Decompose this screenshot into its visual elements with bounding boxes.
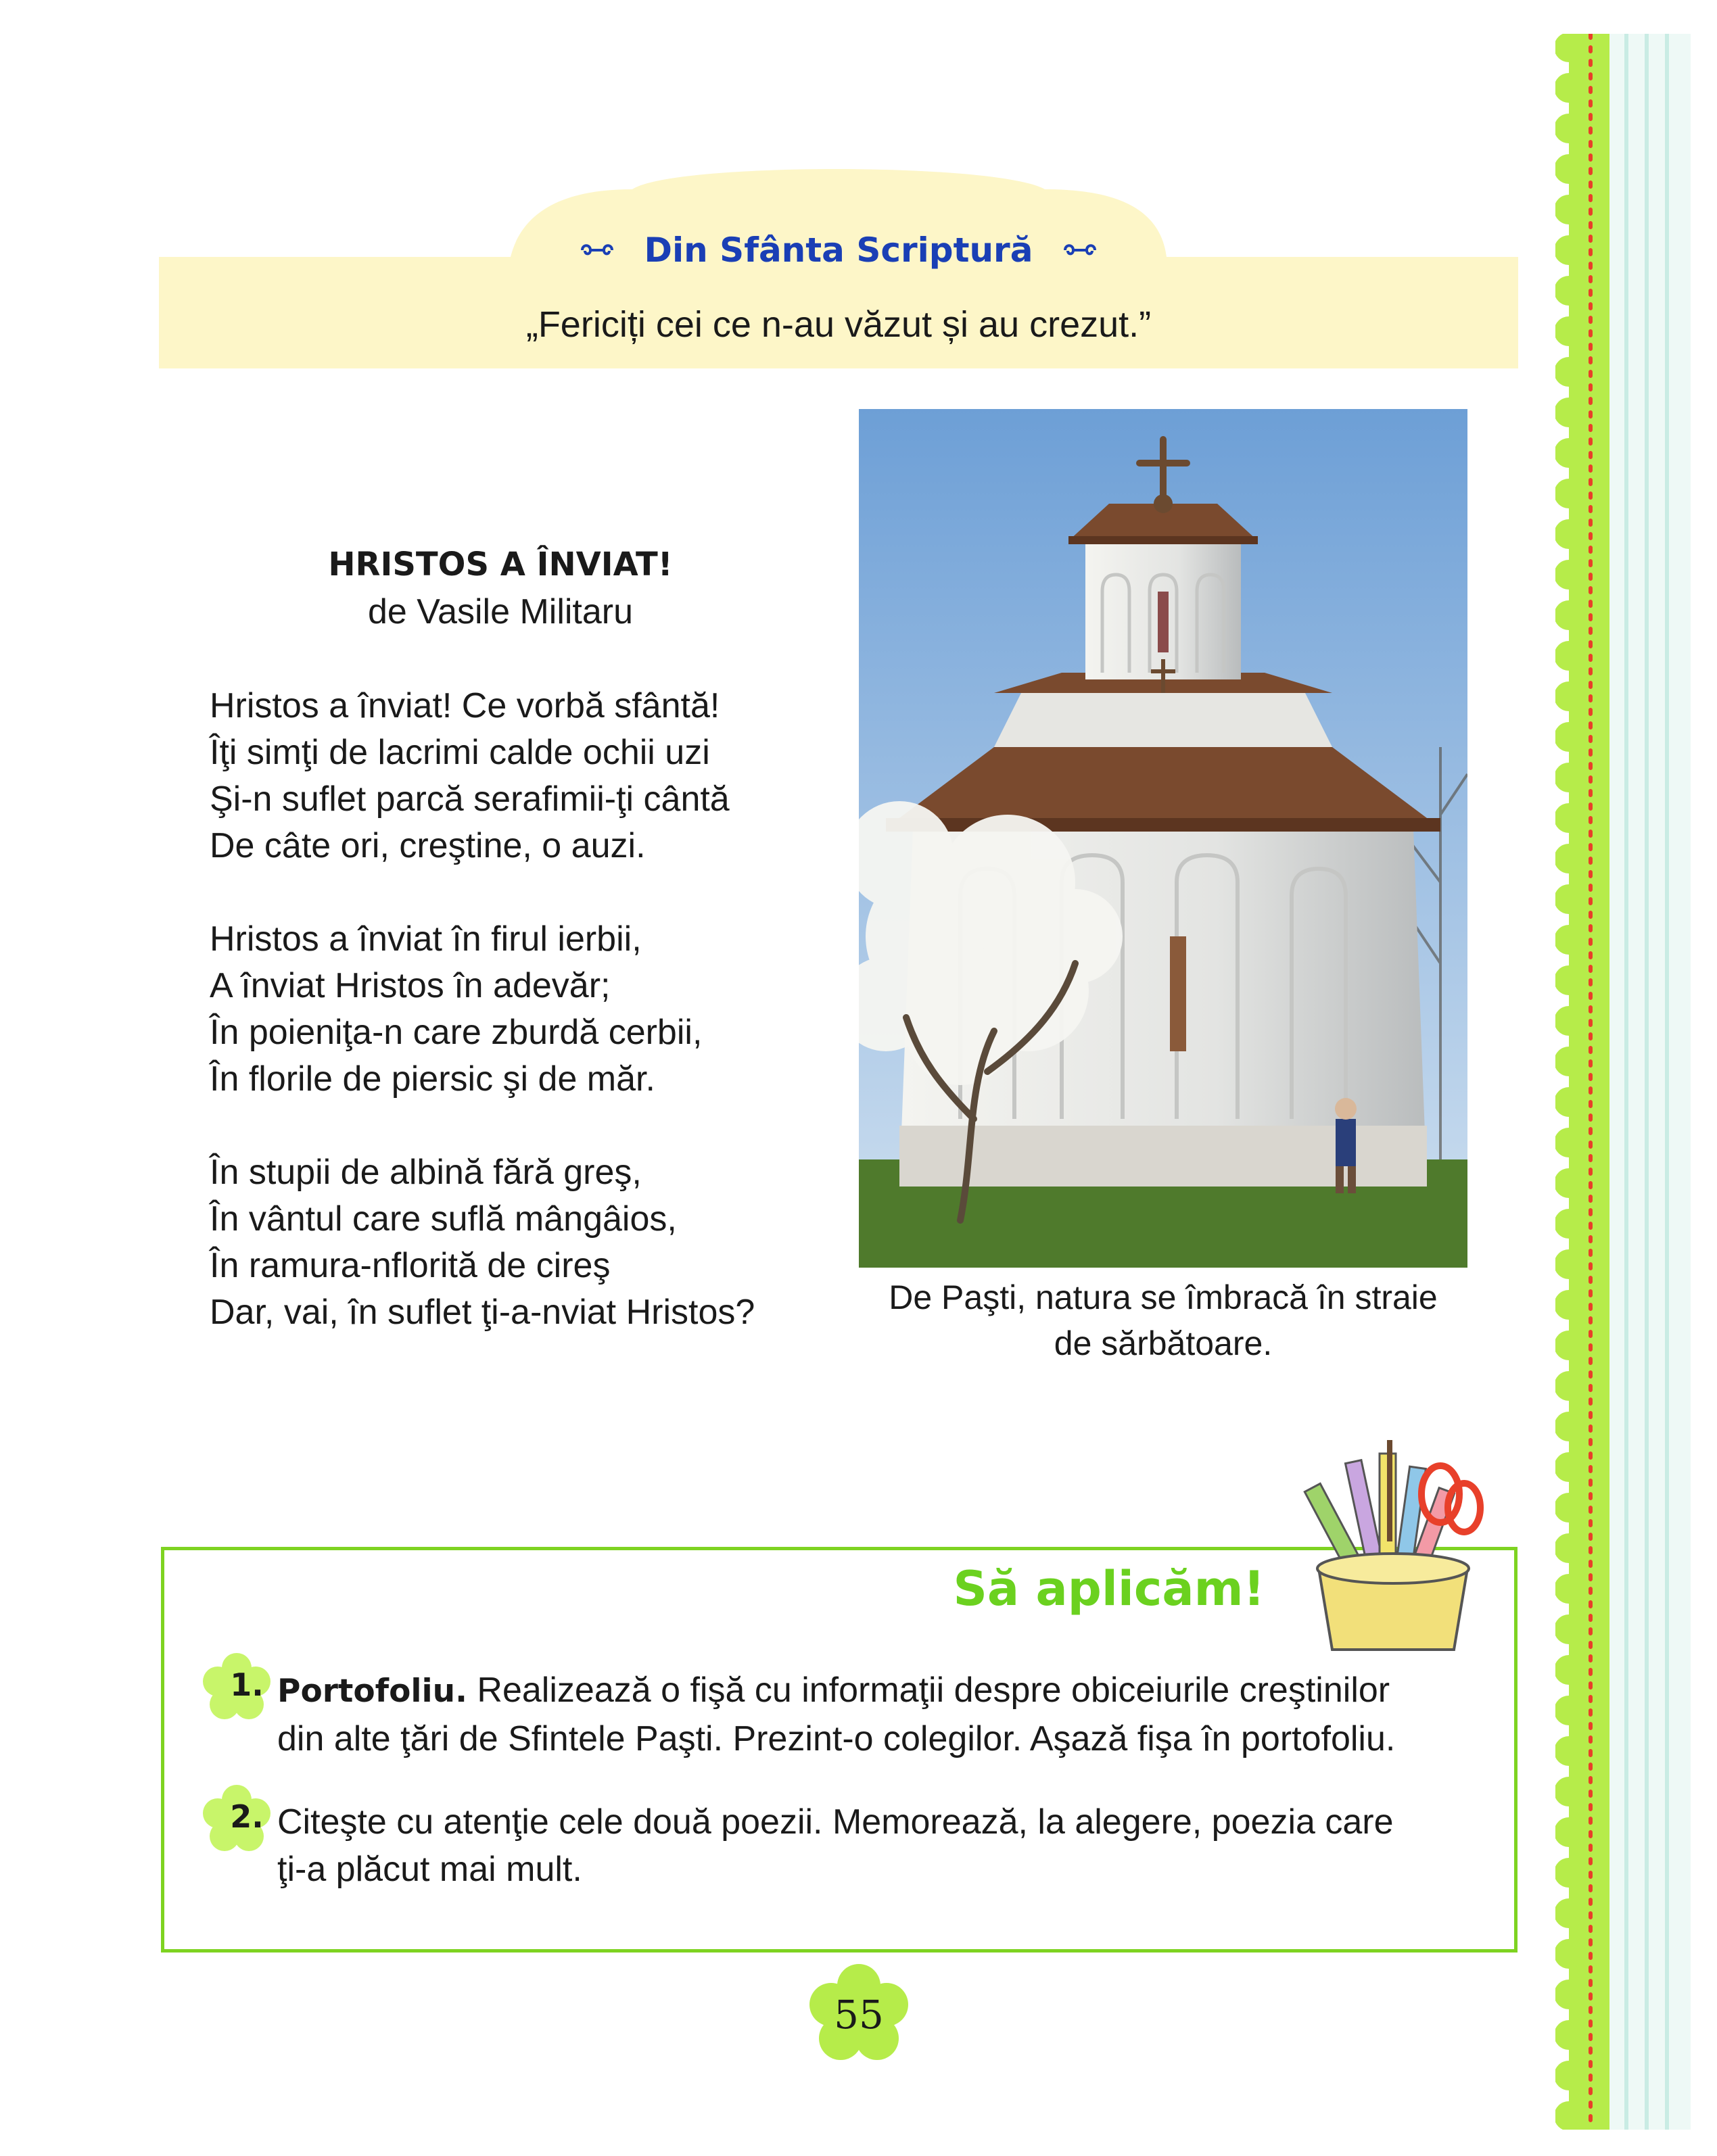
task-number: 2. — [230, 1798, 264, 1835]
task-label: Portofoliu. — [277, 1673, 467, 1710]
poem-line: Hristos a înviat în firul ierbii, — [210, 919, 642, 959]
photo-caption-line: de sărbătoare. — [1054, 1324, 1273, 1362]
swirl-ornament-icon — [1060, 240, 1100, 260]
poem-stanza — [210, 1149, 818, 1336]
scripture-heading-row — [159, 226, 1518, 274]
apply-section-title: Să aplicăm! — [953, 1561, 1265, 1616]
poem-title: HRISTOS A ÎNVIAT! — [328, 546, 673, 583]
page-number: 55 — [834, 1992, 884, 2038]
poem-line: În ramura-nflorită de cireş — [210, 1246, 611, 1285]
task-text: Realizează o fişă cu informaţii despre obiceiurile creştinilor — [467, 1671, 1390, 1710]
decorative-side-border — [1555, 34, 1691, 2130]
scripture-quote: „Fericiți cei ce n-au văzut și au crezut.” — [525, 304, 1152, 345]
poem-line: De câte ori, creştine, o auzi. — [210, 826, 646, 865]
task-text: Citeşte cu atenţie cele două poezii. Memorează, la alegere, poezia care — [277, 1802, 1394, 1842]
poem-line: A înviat Hristos în adevăr; — [210, 966, 611, 1005]
poem-line: În poieniţa-n care zburdă cerbii, — [210, 1013, 703, 1052]
task-text: din alte ţări de Sfintele Paşti. Prezint-o colegilor. Aşază fişa în portofoliu. — [277, 1719, 1396, 1758]
task-text: ţi-a plăcut mai mult. — [277, 1850, 582, 1889]
poem-author: de Vasile Militaru — [367, 592, 634, 631]
pencil-cup-icon — [1285, 1433, 1501, 1656]
poem-line: Hristos a înviat! Ce vorbă sfântă! — [210, 686, 720, 725]
poem-stanza — [210, 683, 818, 869]
church-photo — [859, 409, 1467, 1268]
poem-line: Şi-n suflet parcă serafimii-ţi cântă — [210, 780, 730, 819]
photo-caption — [845, 1274, 1481, 1366]
poem-line: În vântul care suflă mângâios, — [210, 1199, 677, 1239]
scripture-heading: Din Sfânta Scriptură — [644, 231, 1033, 270]
poem-line: Dar, vai, în suflet ţi-a-nviat Hristos? — [210, 1293, 755, 1332]
task-item — [277, 1667, 1481, 1763]
swirl-ornament-icon — [577, 240, 617, 260]
poem-stanza — [210, 916, 818, 1103]
poem-line: În stupii de albină fără greş, — [210, 1153, 642, 1192]
task-number: 1. — [230, 1667, 264, 1703]
poem-line: Îţi simţi de lacrimi calde ochii uzi — [210, 733, 710, 772]
photo-caption-line: De Paşti, natura se îmbracă în straie — [889, 1278, 1438, 1316]
poem-line: În florile de piersic şi de măr. — [210, 1059, 655, 1099]
task-item — [277, 1798, 1481, 1893]
